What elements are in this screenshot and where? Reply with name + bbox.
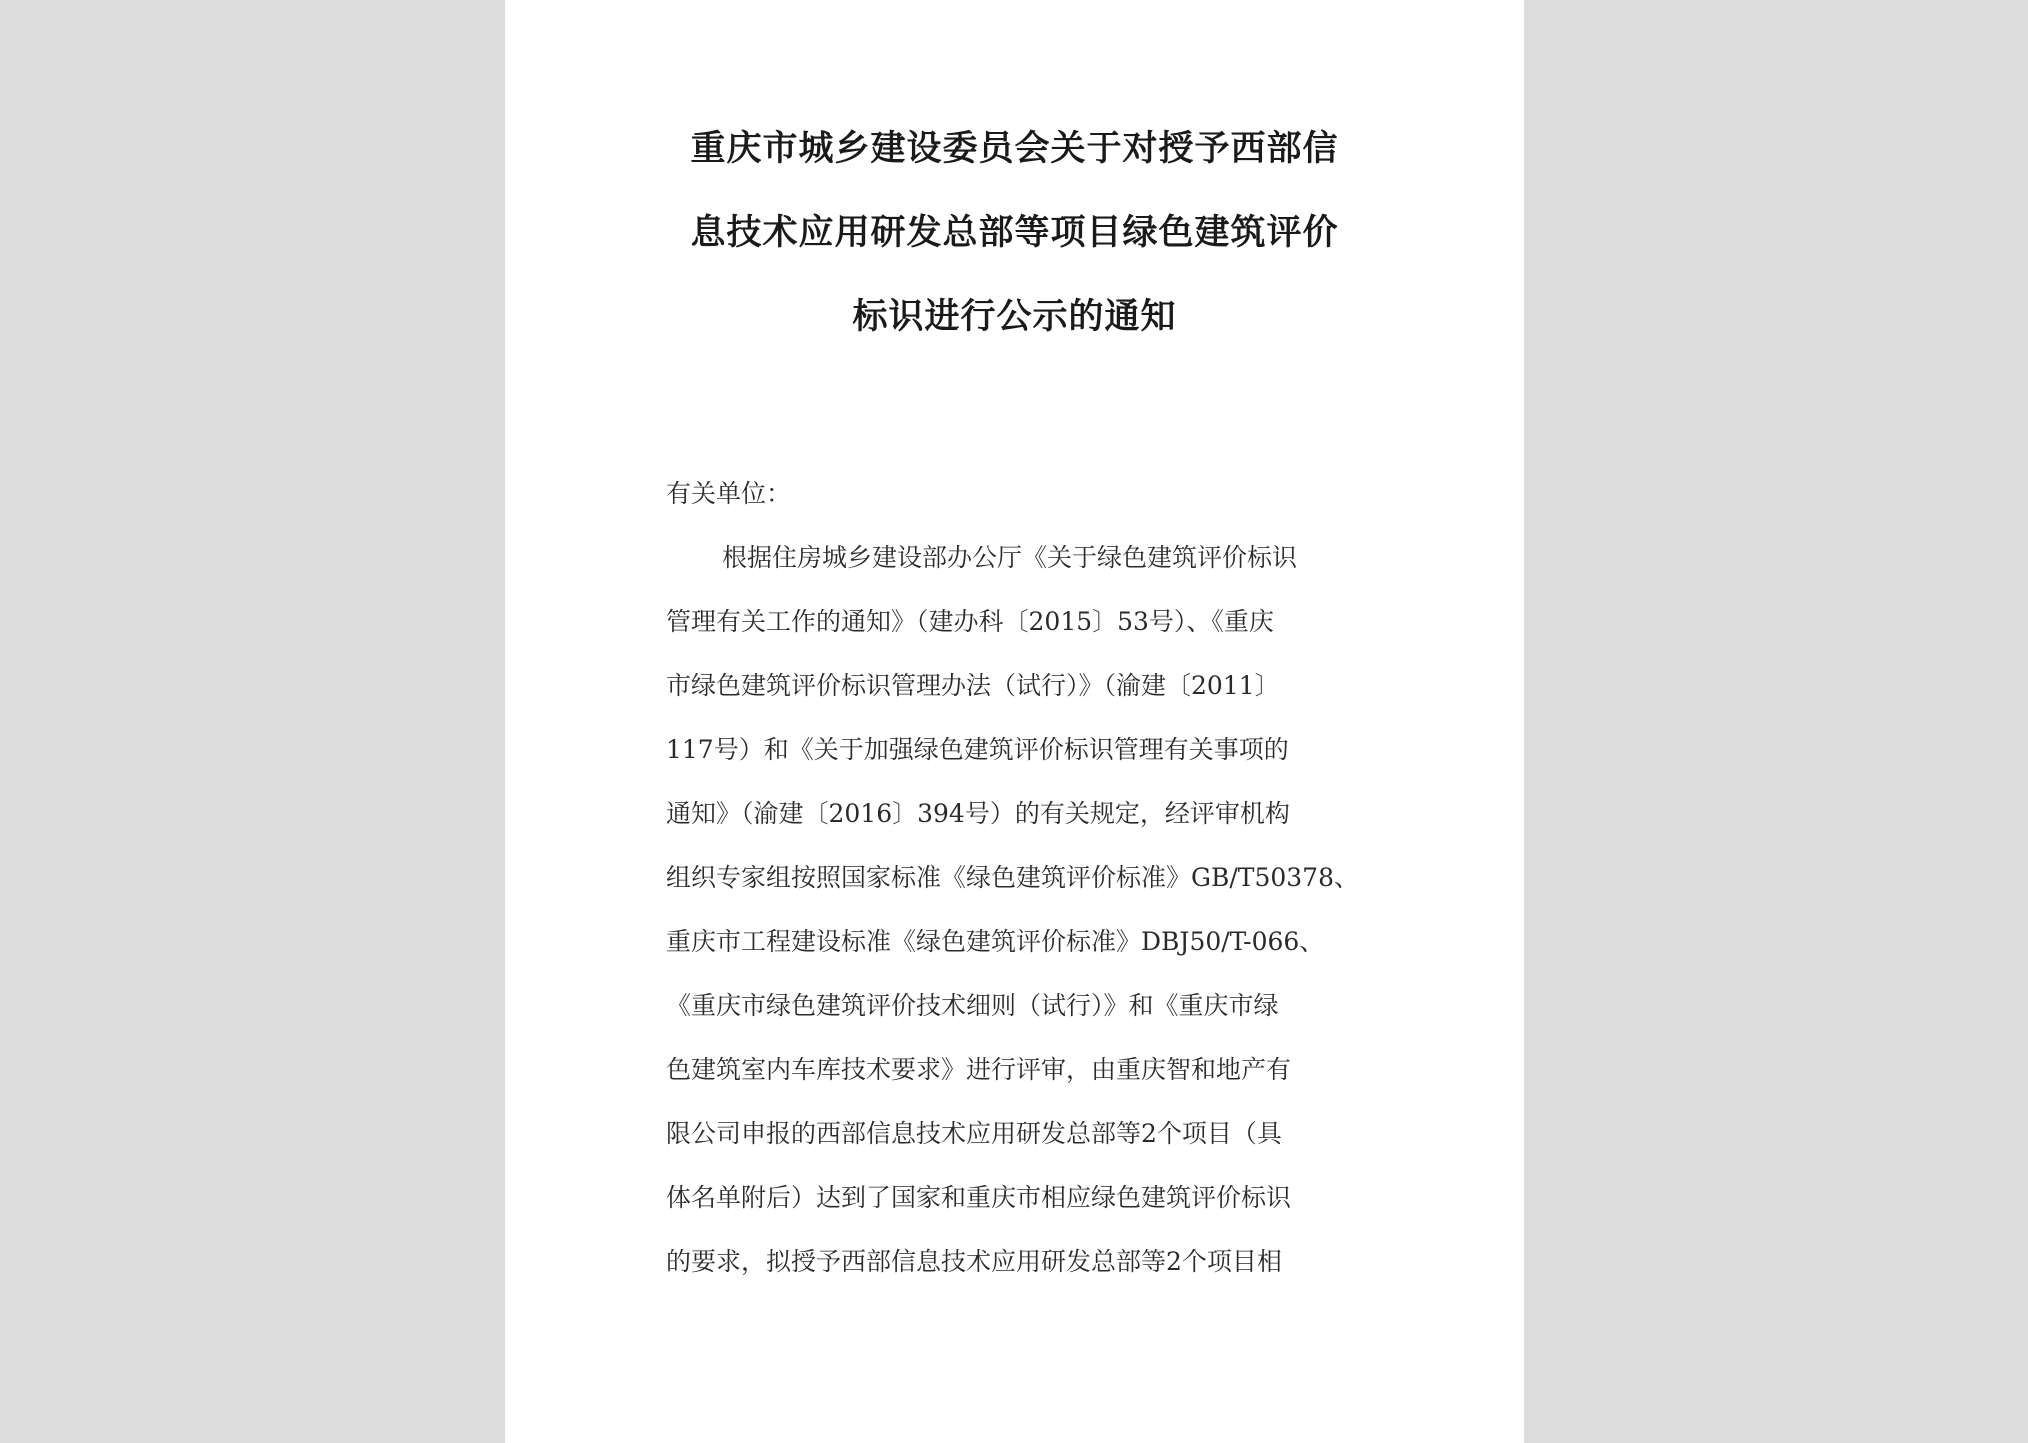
document-body (666, 470, 1386, 1302)
document-page (505, 0, 1524, 1443)
body-line: 《重庆市绿色建筑评价技术细则（试行）》和《重庆市绿 (666, 991, 1279, 1020)
body-line: 重庆市工程建设标准《绿色建筑评价标准》DBJ50/T-066、 (666, 927, 1325, 956)
body-line: 的要求，拟授予西部信息技术应用研发总部等2个项目相 (666, 1247, 1282, 1276)
body-line: 管理有关工作的通知》（建办科〔2015〕53号）、《重庆 (666, 607, 1274, 636)
body-line: 117号）和《关于加强绿色建筑评价标识管理有关事项的 (666, 735, 1289, 764)
salutation: 有关单位： (666, 479, 792, 508)
body-line: 市绿色建筑评价标识管理办法（试行）》（渝建〔2011〕 (666, 671, 1280, 700)
document-title (505, 116, 1524, 368)
body-line: 根据住房城乡建设部办公厅《关于绿色建筑评价标识 (722, 543, 1298, 572)
body-line: 体名单附后）达到了国家和重庆市相应绿色建筑评价标识 (666, 1183, 1292, 1212)
title-line: 标识进行公示的通知 (852, 297, 1177, 337)
body-line: 限公司申报的西部信息技术应用研发总部等2个项目（具 (666, 1119, 1282, 1148)
body-line: 通知》（渝建〔2016〕394号）的有关规定，经评审机构 (666, 799, 1290, 828)
title-line: 重庆市城乡建设委员会关于对授予西部信 (690, 129, 1339, 169)
body-line: 组织专家组按照国家标准《绿色建筑评价标准》GB/T50378、 (666, 863, 1359, 892)
body-line: 色建筑室内车库技术要求》进行评审，由重庆智和地产有 (666, 1055, 1292, 1084)
title-line: 息技术应用研发总部等项目绿色建筑评价 (690, 213, 1339, 253)
